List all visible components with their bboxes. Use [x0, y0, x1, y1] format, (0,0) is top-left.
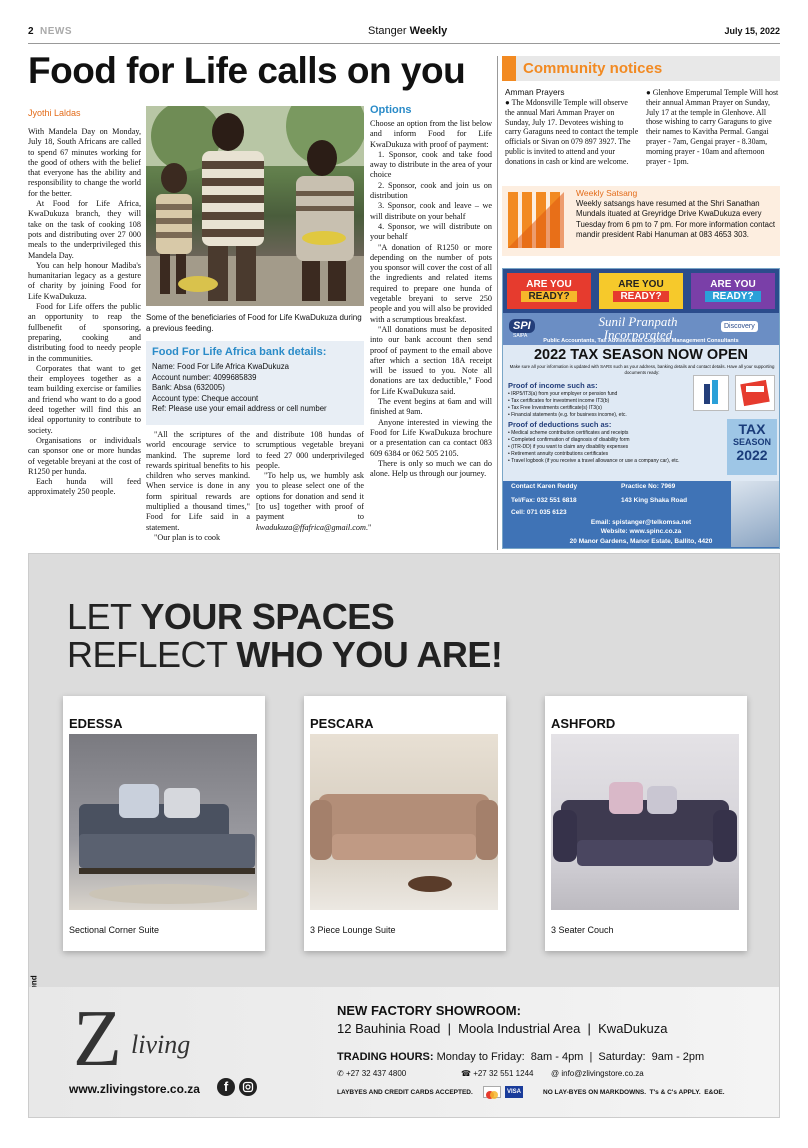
- product-image: [551, 734, 739, 910]
- paragraph: Food for Life offers the public an opportunity to reap the fullbenefit of sponsoring, preparing, cooking and distributing food to needy people in the communities.: [28, 302, 141, 363]
- hours-text: Monday to Friday: 8am - 4pm | Saturday: 9am - 2pm: [436, 1051, 705, 1063]
- list-item: • Retirement annuity contributions certificates: [508, 451, 609, 457]
- heading-bold: WHO YOU ARE!: [236, 634, 503, 675]
- list-item: • (ITR-DD) if you want to claim any disability expenses: [508, 444, 629, 450]
- tax-graphic-c: 2022: [736, 447, 768, 463]
- bank-line: Bank: Absa (632005): [152, 383, 225, 392]
- email-link[interactable]: kwadukuza@ffafrica@gmail.com: [256, 522, 366, 532]
- calculator-hand-image: [731, 481, 779, 547]
- paragraph: Each hunda will feed approximately 250 people.: [28, 477, 141, 497]
- amman-notice: ● The Mdonsville Temple will observe the annual Mari Amman Prayer on Sunday, July 17. Devotees wishing to carry Garaguns need to contact the temple officials or Sivan on 079 897 3927. The public is invited to attend and your donations in cash or kind are welcome.: [505, 98, 639, 166]
- phone-2: ☎ +27 32 551 1244: [461, 1069, 534, 1078]
- zliving-logo: [69, 995, 229, 1083]
- paragraph: Choose an option from the list below and inform Food for Life KwaDukuza with proof of payment:: [370, 119, 492, 149]
- glenhove-notice: ● Glenhove Emperumal Temple Will host their annual Amman Prayer on Sunday, July 17 at the temple in Glenhove. All those wishing to carry Garaguns to give their names to Kavitha Permal. Gangai prayer - 7am, Gengai prayer - 8.30am, morning prayer - 10am and afternoon prayer - 1pm.: [646, 88, 779, 166]
- paragraph: Anyone interested in viewing the Food for Life KwaDukuza brochure or a presentation can ca contact 083 609 6384 or 062 505 2105.: [370, 417, 492, 458]
- zliving-website[interactable]: www.zlivingstore.co.za: [69, 1082, 200, 1096]
- weekly-satsang-title: Weekly Satsang: [576, 188, 638, 198]
- heading-light: REFLECT: [67, 634, 237, 675]
- layby-note: LAYBYES AND CREDIT CARDS ACCEPTED.: [337, 1089, 473, 1096]
- bank-details-title: Food For Life Africa bank details:: [152, 346, 327, 358]
- tel-fax: Tel/Fax: 032 551 6818: [511, 497, 577, 504]
- badge-line: READY?: [613, 291, 669, 302]
- company-name-b: Incorporated: [603, 327, 673, 342]
- bank-details-box: [146, 341, 364, 425]
- list-item-text: Financial statements (e.g. for business income), etc.: [511, 412, 627, 418]
- list-item-text: Tax Free Investments certificate(s) IT3(s): [511, 405, 602, 411]
- badge-line: ARE YOU: [618, 279, 664, 290]
- masthead: [368, 25, 447, 37]
- bank-line: Account number: 4099685839: [152, 372, 257, 382]
- list-item: • Financial statements (e.g. for business income), etc.: [508, 412, 627, 418]
- paragraph: and distribute 108 hundas of scrumptious vegetable breyani to feed 27 000 underprivileged people.: [256, 430, 364, 470]
- badge-line: READY?: [705, 291, 761, 302]
- list-item-text: Travel logbook (if you receive a travel allowance or use a company car), etc.: [511, 458, 680, 464]
- article-column-3: [370, 119, 492, 479]
- website[interactable]: Website: www.spinc.co.za: [600, 528, 682, 535]
- mastercard-icon: [483, 1086, 501, 1098]
- bank-line: Account type: Cheque account: [152, 393, 259, 403]
- product-caption: 3 Seater Couch: [551, 925, 614, 935]
- street-address: 20 Manor Gardens, Manor Estate, Ballito, 4420: [569, 538, 713, 545]
- ready-badge-yellow: [599, 273, 683, 309]
- income-title: Proof of income such as:: [508, 381, 598, 390]
- accent-bar: [502, 56, 516, 81]
- article-column-1: [28, 127, 141, 498]
- article-column-2a: [146, 430, 250, 543]
- logo-z: Z: [73, 995, 122, 1083]
- badge-line: ARE YOU: [710, 279, 756, 290]
- spi-tax-advert: [502, 268, 780, 549]
- paragraph: "A donation of R1250 or more depending on the number of pots you sponsor will cover the cost of all the ingredients and related items required to prepare one hunda of vegetable breyani to serve 250 people and you will also be provided with a scrumptious breakfast.: [370, 242, 492, 324]
- no-layby-note: NO LAY-BYES ON MARKDOWNS. T's & C's APPLY. E&OE.: [543, 1089, 725, 1096]
- paragraph: Corporates that want to get their employees together as a team building exercise or families and friend who want to do a good deed together will find this an ideal opportunity to contribute to society.: [28, 363, 141, 435]
- deduct-title: Proof of deductions such as:: [508, 420, 612, 429]
- product-name: ASHFORD: [551, 716, 616, 731]
- income-list: [508, 391, 678, 419]
- masthead-b: Weekly: [409, 25, 448, 37]
- tax-graphic-a: TAX: [738, 421, 766, 437]
- company-tagline: Public Accountants, Tax Advisers and Corporate Management Consultants: [543, 338, 739, 344]
- ready-badge-red: [507, 273, 591, 309]
- facebook-icon[interactable]: f: [217, 1078, 235, 1096]
- cell-number: Cell: 071 035 6123: [511, 509, 567, 516]
- list-item-text: Retirement annuity contributions certificates: [511, 451, 609, 457]
- practice-number: Practice No: 7969: [621, 483, 676, 490]
- issue-date: July 15, 2022: [724, 26, 780, 36]
- paragraph: There is only so much we can do alone. Help us through our journey.: [370, 458, 492, 479]
- list-item-text: Medical scheme contribution certificates and receipts: [511, 430, 629, 436]
- product-card-ashford[interactable]: [545, 696, 747, 951]
- amman-title: Amman Prayers: [505, 87, 565, 97]
- paragraph: 3. Sponsor, cook and leave – we will distribute on your behalf: [370, 201, 492, 221]
- trading-hours: [337, 1051, 704, 1063]
- phone-1: ✆ +27 32 437 4800: [337, 1069, 407, 1078]
- paragraph: "All the scriptures of the world encourage service to mankind. The supreme lord rewards spiritual benefits to his children who serves mankind. When service is done in any form spiritual rewards are multiplied a thousand times," Food for Life said in a statement.: [146, 430, 250, 532]
- page-header: [28, 24, 780, 44]
- list-item: • Tax Free Investments certificate(s) IT3(s): [508, 405, 602, 411]
- product-card-pescara[interactable]: [304, 696, 506, 951]
- phone-1-text: +27 32 437 4800: [345, 1069, 407, 1078]
- spi-logo: SPI: [509, 319, 535, 333]
- paragraph: At Food for Life Africa, KwaDukuza branch, they will take on the task of cooking 108 pots and distributing over 27 000 meals to the underprivileged this Mandela Day.: [28, 199, 141, 260]
- instagram-icon[interactable]: [239, 1078, 257, 1096]
- list-item: • IRP5/IT3(a) from your employer or pension fund: [508, 391, 618, 397]
- weekly-satsang-body: Weekly satsangs have resumed at the Shri Sanathan Mundals ituated at Greyridge Drive KwaDukuza every Tuesday from 6 pm to 7 pm. For more information contact mandir president Rabi Hanuman at 083 4653 303.: [576, 198, 776, 239]
- discovery-logo: Discovery: [721, 321, 758, 332]
- tax-graphic-b: SEASON: [732, 437, 771, 447]
- options-heading: Options: [370, 104, 412, 116]
- product-caption: Sectional Corner Suite: [69, 925, 160, 935]
- tax-season-graphic: [727, 419, 777, 475]
- list-item: • Completed confirmation of diagnosis of disability form: [508, 437, 630, 443]
- list-item: • Travel logbook (if you receive a travel allowance or use a company car), etc.: [508, 458, 680, 464]
- photo-caption: Some of the beneficiaries of Food for Life KwaDukuza during a previous feeding.: [146, 313, 362, 333]
- contact-person: Contact Karen Reddy: [511, 483, 578, 490]
- bank-line: Ref: Please use your email address or cell number: [152, 404, 327, 413]
- product-caption: 3 Piece Lounge Suite: [310, 925, 396, 935]
- product-name: PESCARA: [310, 716, 374, 731]
- paragraph: Organisations or individuals can sponsor one or more hundas of vegetable breyani at the cost of R1250 per hunda.: [28, 435, 141, 476]
- article-photo: [146, 106, 364, 306]
- phone-2-text: +27 32 551 1244: [473, 1069, 534, 1078]
- page-number: 2: [28, 26, 34, 37]
- visa-icon: VISA: [505, 1086, 523, 1098]
- calculator-icon: [735, 375, 775, 411]
- paragraph: "All donations must be deposited into our bank account then send proof of payment to the email above after which a section 18A receipt will be issued to you. Note all donations are tax deductible," Food for Life KwaDukuza said.: [370, 324, 492, 396]
- badge-line: READY?: [521, 291, 577, 302]
- deduct-list: [508, 430, 718, 465]
- community-notices-title: Community notices: [523, 60, 663, 77]
- paragraph: With Mandela Day on Monday, July 18, South Africans are called to spend 67 minutes working for the good of others with the belief that everyone has the ability and responsibility to change the world for the better.: [28, 127, 141, 198]
- product-image: [310, 734, 498, 910]
- section-label: NEWS: [40, 26, 72, 37]
- zliving-advert: [28, 553, 780, 1118]
- list-item: • Medical scheme contribution certificates and receipts: [508, 430, 629, 436]
- list-item-text: (ITR-DD) if you want to claim any disability expenses: [511, 444, 629, 450]
- showroom-address: 12 Bauhinia Road | Moola Industrial Area | KwaDukuza: [337, 1021, 668, 1036]
- paragraph: [256, 471, 372, 533]
- paragraph: The event begins at 6am and will finished at 9am.: [370, 397, 492, 417]
- tax-banner-sub: Make sure all your information is updated with SARS such as your address, banking details and contact details. Have all your supporting documents ready:: [509, 364, 775, 375]
- building-icon: [693, 375, 729, 411]
- paragraph-text: "To help us, we humbly ask you to please select one of the options for donation and send it [to us] together with proof of payment to: [256, 471, 364, 522]
- hours-label: TRADING HOURS:: [337, 1051, 434, 1063]
- bank-line: Name: Food For Life Africa KwaDukuza: [152, 362, 289, 371]
- logo-script: living: [131, 1030, 191, 1059]
- paragraph: 4. Sponsor, we will distribute on your behalf: [370, 221, 492, 242]
- list-item: • Tax certificates for investment income IT3(b): [508, 398, 610, 404]
- company-name-a: Sunil Pranpath: [598, 314, 678, 329]
- weekly-satsang: [576, 188, 778, 241]
- heading-light: LET: [67, 596, 141, 637]
- product-image: [69, 734, 257, 910]
- byline: Jyothi Laldas: [28, 108, 81, 118]
- paragraph: 1. Sponsor, cook and take food away to distribute in the area of your choice: [370, 149, 492, 180]
- heading-bold: YOUR SPACES: [140, 596, 395, 637]
- badge-line: ARE YOU: [526, 279, 572, 290]
- paragraph: 2. Sponsor, cook and join us on distribution: [370, 180, 492, 201]
- paragraph: "Our plan is to cook: [154, 532, 221, 542]
- product-name: EDESSA: [69, 716, 123, 731]
- list-item-text: Completed confirmation of diagnosis of disability form: [511, 437, 630, 443]
- office-address: 143 King Shaka Road: [621, 497, 688, 504]
- showroom-title: NEW FACTORY SHOWROOM:: [337, 1003, 521, 1018]
- ready-badge-purple: [691, 273, 775, 309]
- ad-heading-line-1: [67, 596, 394, 638]
- column-divider: [497, 56, 498, 550]
- saipa-label: SAIPA: [513, 333, 528, 339]
- email[interactable]: Email: spistanger@telkomsa.net: [590, 519, 692, 526]
- email-text: info@zlivingstore.co.za: [561, 1069, 644, 1078]
- notices-logo-icon: [506, 190, 566, 250]
- community-notices-header: [502, 56, 780, 81]
- product-card-edessa[interactable]: [63, 696, 265, 951]
- email-contact[interactable]: @ info@zlivingstore.co.za: [551, 1069, 644, 1078]
- tax-banner: 2022 TAX SEASON NOW OPEN: [533, 347, 749, 363]
- masthead-a: Stanger: [368, 25, 410, 37]
- ad-heading-line-2: [67, 634, 502, 676]
- list-item-text: Tax certificates for investment income IT3(b): [511, 398, 610, 404]
- paragraph: You can help honour Madiba's humanitarian legacy as a gesture of charity by joining Food for Life KwaDukuza.: [28, 260, 141, 301]
- article-headline: Food for Life calls on you: [28, 50, 466, 91]
- paragraph-tail: .": [365, 522, 372, 532]
- article-column-2b: [256, 430, 372, 533]
- list-item-text: IRP5/IT3(a) from your employer or pension fund: [511, 391, 618, 397]
